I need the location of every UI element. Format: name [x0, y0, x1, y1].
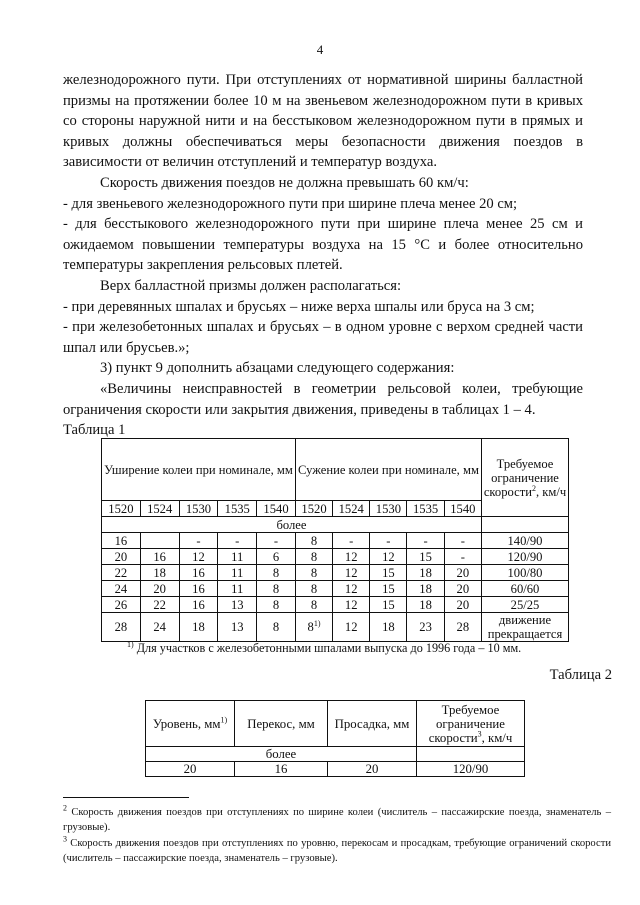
gauge-cell: 1520: [102, 501, 141, 517]
table-row: 24 20 16 11 8 8 12 15 18 20 60/60: [102, 581, 569, 597]
table1-note: $^{1)}$ Для участков с железобетонными шпалами выпуска до 1996 года – 10 мм.: [127, 639, 522, 655]
table-1: [101, 438, 569, 642]
header-skew: Перекос, мм: [235, 701, 328, 747]
paragraph: - для бесстыкового железнодорожного пути при ширине плеча менее 25 см и ожидаемом повышении температуры воздуха на 15 °С и более относительно температуры закрепления рельсовых плетей.: [63, 216, 583, 274]
header-speed: Требуемое ограничение скорости$^2$, км/ч: [482, 439, 569, 517]
paragraph: Скорость движения поездов не должна превышать 60 км/ч:: [100, 174, 469, 191]
footnote-divider: [63, 797, 189, 798]
table-row: 16 - - - 8 - - - - 140/90: [102, 533, 569, 549]
speed-closed: движение прекращается: [482, 613, 569, 642]
header-narrowing: Сужение колеи при номинале, мм: [295, 439, 481, 501]
gauge-cell: 1535: [407, 501, 444, 517]
header-sag: Просадка, мм: [328, 701, 417, 747]
paragraph: «Величины неисправностей в геометрии рельсовой колеи, требующие ограничения скорости или закрытия движения, приведены в таблицах 1 – 4.: [63, 380, 583, 418]
table-row: 26 22 16 13 8 8 12 15 18 20 25/25: [102, 597, 569, 613]
more-label: более: [102, 517, 482, 533]
header-speed: Требуемое ограничение скорости$^3$, км/ч: [417, 701, 525, 747]
gauge-cell: 1540: [444, 501, 481, 517]
footnote: $^3$ Скорость движения поездов при отступлениях по уровню, перекосам и просадкам, требующие ограничений скорости (числитель – пассажирские поезда, знаменатель – грузовые).: [63, 834, 611, 864]
header-widening: Уширение колеи при номинале, мм: [102, 439, 296, 501]
table-2: [145, 700, 525, 777]
gauge-cell: 1524: [333, 501, 370, 517]
gauge-cell: 1524: [140, 501, 179, 517]
table2-caption: Таблица 2: [549, 667, 612, 683]
gauge-cell: 1540: [257, 501, 296, 517]
gauge-cell: 1520: [295, 501, 332, 517]
gauge-cell: 1535: [218, 501, 257, 517]
footnotes: [63, 803, 611, 868]
table-row: 20 16 12 11 6 8 12 12 15 - 120/90: [102, 549, 569, 565]
footnote: $^2$ Скорость движения поездов при отступлениях по ширине колеи (числитель – пассажирские поезда, знаменатель – грузовые).: [63, 803, 611, 833]
header-level: Уровень, $мм^{1)}$: [146, 701, 235, 747]
paragraph: - при деревянных шпалах и брусьях – ниже верха шпалы или бруса на 3 см;: [63, 298, 535, 315]
paragraph: - для звеньевого железнодорожного пути при ширине плеча менее 20 см;: [63, 195, 518, 212]
table1-caption: Таблица 1: [63, 422, 126, 439]
table-row: 20 16 20 120/90: [146, 762, 525, 777]
gauge-cell: 1530: [370, 501, 407, 517]
table-row: 22 18 16 11 8 8 12 15 18 20 100/80: [102, 565, 569, 581]
paragraph: - при железобетонных шпалах и брусьях – в одном уровне с верхом средней части шпал или брусьев.»;: [63, 319, 583, 356]
more-label: более: [146, 747, 417, 762]
paragraph: железнодорожного пути. При отступлениях от нормативной ширины балластной призмы на протяжении более 10 м на звеньевом железнодорожном пути в кривых со стороны наружной нити и на бесстыковом железнодорожном пути в прямых и кривых должны обеспечиваться меры безопасности движения поездов в зависимости от величин отступлений и температур воздуха.: [63, 72, 583, 171]
table-row-last: 28 24 18 13 8 8$^{1)}$ 12 18 23 28 движение прекращается: [102, 613, 569, 642]
page-number: 4: [316, 42, 324, 57]
body-text: [63, 70, 583, 441]
gauge-cell: 1530: [179, 501, 218, 517]
paragraph: Верх балластной призмы должен располагаться:: [100, 277, 402, 294]
paragraph: 3) пункт 9 дополнить абзацами следующего содержания:: [100, 360, 455, 377]
